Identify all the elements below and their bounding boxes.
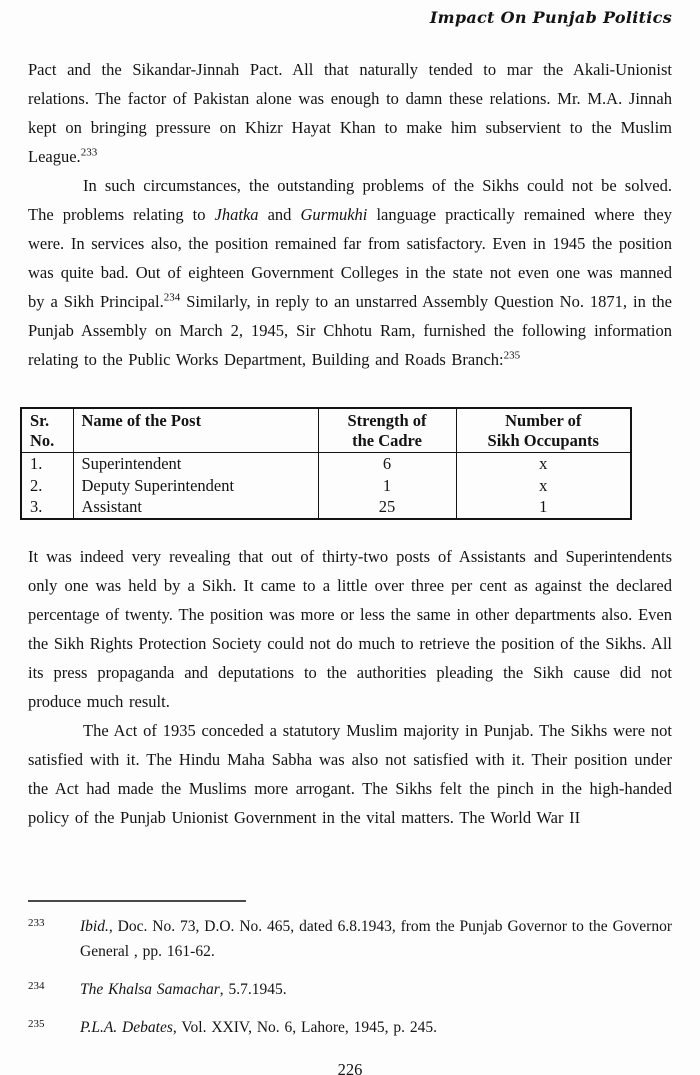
- table-header-cell: Name of the Post: [73, 408, 318, 453]
- footnote-235: [28, 1015, 672, 1040]
- italic-run: Jhatka: [214, 205, 259, 224]
- table-header-cell: Sr. No.: [21, 408, 73, 453]
- text-run: language practically remained where they were. In services also, the position remained far from satisfactory. Even in 1945 the position was quite bad. Out of eighteen Government Colleges in the state not even one was manned by a Sikh Principal.: [28, 205, 672, 311]
- table-row: [21, 453, 631, 475]
- footnote-marker: 234: [28, 980, 45, 992]
- table-cell: 3.: [21, 496, 73, 519]
- footnote-233: [28, 914, 672, 964]
- footnote-marker: 233: [28, 917, 45, 929]
- table-cell: Superintendent: [73, 453, 318, 475]
- table-cell: x: [456, 475, 631, 497]
- text-run: and: [258, 205, 301, 224]
- italic-run: The Khalsa Samachar: [80, 981, 220, 998]
- footnote-ref: 234: [163, 291, 181, 304]
- table-cell: Deputy Superintendent: [73, 475, 318, 497]
- footnote-text: [80, 981, 287, 998]
- footnote-text: [80, 918, 672, 960]
- table-row: [21, 496, 631, 519]
- footnotes-section: [28, 900, 672, 1053]
- text-run: , 5.7.1945.: [219, 981, 287, 998]
- footnote-234: [28, 977, 672, 1002]
- table-row: [21, 475, 631, 497]
- footnote-ref: 233: [80, 146, 98, 159]
- italic-run: Gurmukhi: [300, 205, 368, 224]
- table-header-cell: Number of Sikh Occupants: [456, 408, 631, 453]
- text-run: , Doc. No. 73, D.O. No. 465, dated 6.8.1943, from the Punjab Governor to the Governor General , pp. 161-62.: [80, 918, 672, 960]
- page-number: 226: [337, 1060, 363, 1075]
- table-cell: 1: [318, 475, 456, 497]
- footnote-separator-rule: [28, 900, 246, 902]
- paragraph-1: [28, 55, 672, 171]
- table-cell: 25: [318, 496, 456, 519]
- table-cell: x: [456, 453, 631, 475]
- paragraph-4: [28, 716, 672, 832]
- running-header: Impact On Punjab Politics: [429, 8, 672, 27]
- table-cell: 6: [318, 453, 456, 475]
- table-header-row: [21, 408, 631, 453]
- table-cell: 2.: [21, 475, 73, 497]
- paragraph-2: [28, 171, 672, 374]
- text-run: Pact and the Sikandar-Jinnah Pact. All that naturally tended to mar the Akali-Unionist relations. The factor of Pakistan alone was enough to damn these relations. Mr. M.A. Jinnah kept on bringing pressure on Khizr Hayat Khan to make him subservient to the Muslim League.: [28, 60, 672, 166]
- footnote-marker: 235: [28, 1018, 45, 1030]
- cadre-table: [20, 407, 632, 520]
- footnote-text: [80, 1019, 437, 1036]
- table-header-cell: Strength of the Cadre: [318, 408, 456, 453]
- table-cell: Assistant: [73, 496, 318, 519]
- text-run: , Vol. XXIV, No. 6, Lahore, 1945, p. 245.: [172, 1019, 438, 1036]
- text-run: It was indeed very revealing that out of thirty-two posts of Assistants and Superintendents only one was held by a Sikh. It came to a little over three per cent as against the declared percentage of twenty. The position was more or less the same in other departments also. Even the Sikh Rights Protection Society could not do much to retrieve the position of the Sikhs. All its press propaganda and deputations to the authorities pleading the Sikh cause did not produce much result.: [28, 546, 672, 711]
- text-run: Similarly, in reply to an unstarred Assembly Question No. 1871, in the Punjab Assembly on March 2, 1945, Sir Chhotu Ram, furnished the following information relating to the Public Works Department, Building and Roads Branch:: [28, 292, 673, 369]
- text-run: In such circumstances, the outstanding problems of the Sikhs could not be solved. The problems relating to: [28, 176, 672, 224]
- table-cell: 1: [456, 496, 631, 519]
- paragraph-3: [28, 542, 672, 716]
- italic-run: P.L.A. Debates: [80, 1019, 173, 1036]
- footnote-ref: 235: [503, 349, 521, 362]
- text-run: The Act of 1935 conceded a statutory Muslim majority in Punjab. The Sikhs were not satisfied with it. The Hindu Maha Sabha was also not satisfied with it. Their position under the Act had made the Muslims more arrogant. The Sikhs felt the pinch in the high-handed policy of the Punjab Unionist Government in the vital matters. The World War II: [28, 720, 672, 827]
- italic-run: Ibid.: [80, 918, 109, 935]
- table-cell: 1.: [21, 453, 73, 475]
